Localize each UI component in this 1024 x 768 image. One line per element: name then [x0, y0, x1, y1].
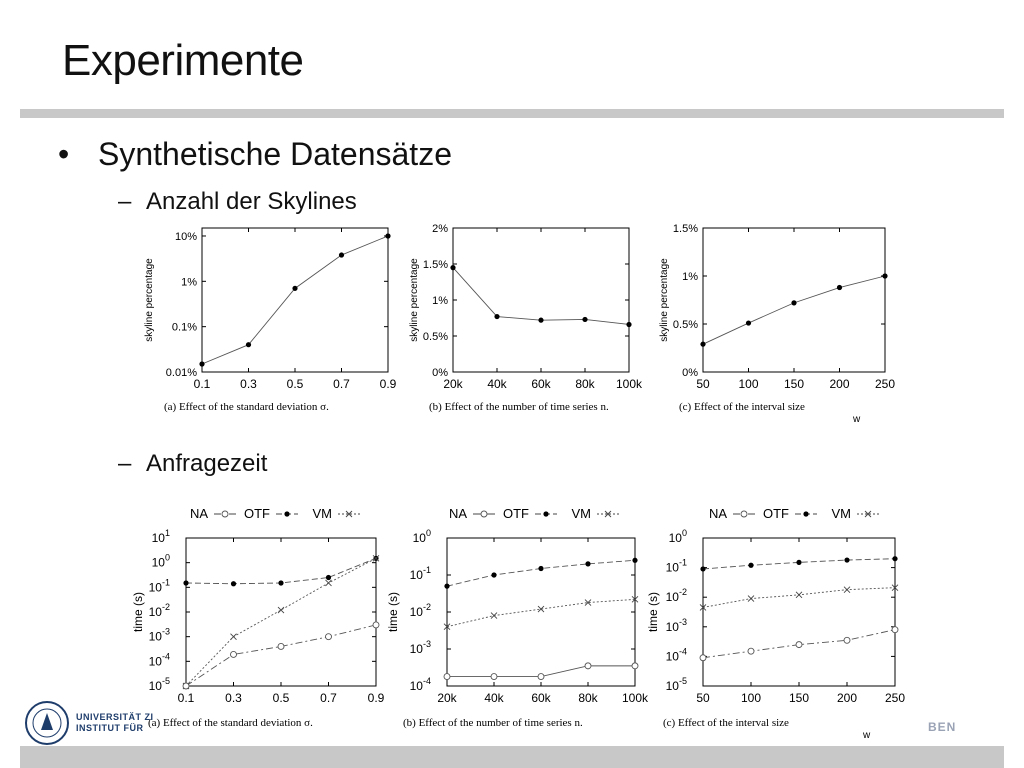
- y-tick-label: 1.5%: [422, 259, 448, 271]
- data-point: [326, 580, 332, 586]
- series-line: [447, 560, 635, 586]
- subbullet-dash: –: [118, 450, 132, 477]
- series-otf: [700, 556, 897, 571]
- data-point: [385, 233, 390, 238]
- legend-label: VM: [571, 506, 591, 521]
- x-tick-label: 50: [696, 377, 710, 391]
- data-point: [748, 563, 753, 568]
- y-tick-label: 0%: [432, 367, 448, 379]
- x-tick-label: 250: [884, 691, 906, 705]
- bullet-dot: •: [58, 136, 70, 172]
- subbullet-dash: –: [118, 188, 132, 215]
- data-point: [700, 655, 706, 661]
- legend-marker: [741, 511, 747, 517]
- legend-marker: [222, 511, 228, 517]
- chart-caption: (b) Effect of the number of time series n.: [403, 717, 583, 729]
- data-point: [326, 575, 331, 580]
- data-point: [231, 581, 236, 586]
- series-otf: [183, 556, 378, 587]
- plot-frame: [453, 228, 629, 372]
- subbullet-query-time: [118, 450, 267, 478]
- y-axis-label: skyline percentage: [144, 258, 155, 342]
- data-point: [700, 566, 705, 571]
- legend-label: NA: [708, 506, 727, 521]
- y-tick-label: $10^{-5}$: [665, 676, 687, 693]
- data-point: [892, 556, 897, 561]
- y-axis-label: skyline percentage: [409, 258, 420, 342]
- y-tick-label: $10^{-1}$: [409, 565, 431, 582]
- data-point: [632, 663, 638, 669]
- data-point: [491, 613, 497, 619]
- x-tick-label: 0.9: [379, 377, 397, 391]
- data-point: [748, 596, 754, 602]
- x-tick-label: 50: [696, 691, 710, 705]
- y-axis-label: time (s): [646, 592, 660, 632]
- data-point: [339, 252, 344, 257]
- data-point: [538, 674, 544, 680]
- slide-title: Experimente: [62, 36, 304, 85]
- y-tick-label: $10^{-4}$: [148, 651, 170, 669]
- series-line: [186, 625, 376, 686]
- x-tick-label: 0.5: [272, 691, 290, 705]
- data-point: [278, 643, 284, 649]
- legend-marker: [543, 511, 548, 516]
- x-tick-label: 150: [788, 691, 810, 705]
- plot-frame: [202, 228, 388, 372]
- x-tick-label: 80k: [575, 377, 595, 391]
- x-tick-label: 0.9: [367, 691, 385, 705]
- x-tick-label: 0.5: [286, 377, 304, 391]
- data-point: [326, 634, 332, 640]
- university-name: [76, 712, 154, 734]
- chart-query-time-std-dev: [130, 498, 400, 738]
- chart-skyline-interval-size: [645, 222, 905, 425]
- chart-caption: (b) Effect of the number of time series n.: [429, 401, 609, 413]
- y-tick-label: $10^{-4}$: [665, 646, 687, 664]
- footer-bar: [20, 746, 1004, 768]
- caption-suffix: w: [853, 414, 861, 425]
- y-tick-label: $10^{-2}$: [665, 587, 687, 605]
- x-tick-label: 0.7: [320, 691, 337, 705]
- x-tick-label: 60k: [531, 377, 551, 391]
- data-point: [882, 273, 887, 278]
- x-tick-label: 100k: [615, 377, 643, 391]
- x-tick-label: 100: [738, 377, 759, 391]
- x-tick-label: 200: [829, 377, 850, 391]
- y-axis-label: time (s): [131, 592, 145, 632]
- university-seal-icon: [24, 700, 70, 746]
- x-tick-label: 0.1: [177, 691, 195, 705]
- legend-label: OTF: [763, 506, 789, 521]
- legend-label: VM: [312, 506, 332, 521]
- y-tick-label: $10^{-2}$: [148, 602, 170, 619]
- data-point: [700, 342, 705, 347]
- y-tick-label: $10^{-3}$: [665, 616, 687, 634]
- chart-caption: (c) Effect of the interval size: [679, 401, 805, 413]
- chart-query-time-interval-size: [645, 498, 906, 741]
- y-tick-label: 0.01%: [165, 367, 197, 379]
- data-point: [373, 622, 379, 628]
- y-tick-label: $10^0$: [151, 552, 170, 570]
- chart-caption: (a) Effect of the standard deviation σ.: [148, 717, 313, 729]
- y-tick-label: 0.1%: [171, 321, 197, 334]
- data-point: [844, 637, 850, 643]
- university-name-line2: INSTITUT FÜR: [76, 723, 144, 733]
- y-tick-label: $10^{-5}$: [148, 676, 170, 693]
- y-tick-label: 2%: [432, 223, 448, 235]
- data-point: [796, 560, 801, 565]
- y-tick-label: $10^{-4}$: [409, 676, 431, 693]
- series-na: [700, 627, 898, 661]
- y-tick-label: 1%: [181, 276, 197, 289]
- series-line: [447, 599, 635, 626]
- data-point: [538, 318, 543, 323]
- y-tick-label: $10^{-1}$: [148, 577, 170, 595]
- y-axis-label: skyline percentage: [659, 258, 670, 342]
- data-point: [292, 286, 297, 291]
- y-tick-label: 0.5%: [672, 319, 698, 331]
- series-line: [703, 276, 885, 344]
- x-tick-label: 20k: [437, 691, 457, 705]
- data-point: [278, 607, 284, 613]
- x-tick-label: 100k: [621, 691, 649, 705]
- legend-marker: [803, 511, 808, 516]
- data-point: [892, 627, 898, 633]
- series-otf: [444, 558, 637, 589]
- y-tick-label: $10^0$: [412, 528, 431, 545]
- series-na: [183, 622, 379, 689]
- legend-label: OTF: [244, 506, 270, 521]
- x-tick-label: 0.3: [225, 691, 242, 705]
- bullet-text: Synthetische Datensätze: [98, 136, 452, 172]
- subbullet-text: Anzahl der Skylines: [146, 188, 357, 215]
- data-point: [582, 317, 587, 322]
- data-point: [632, 558, 637, 563]
- data-point: [444, 674, 450, 680]
- legend-label: NA: [448, 506, 467, 521]
- data-point: [231, 651, 237, 657]
- data-point: [746, 320, 751, 325]
- series-line: [703, 588, 895, 608]
- x-tick-label: 20k: [443, 377, 463, 391]
- chart-skyline-std-dev: [130, 222, 400, 422]
- data-point: [494, 314, 499, 319]
- university-name-line1: UNIVERSITÄT ZI: [76, 712, 154, 722]
- data-point: [748, 648, 754, 654]
- x-tick-label: 250: [874, 377, 896, 391]
- data-point: [585, 663, 591, 669]
- plot-frame: [186, 538, 376, 686]
- data-point: [626, 322, 631, 327]
- y-axis-label: time (s): [386, 592, 400, 632]
- chart-caption: (a) Effect of the standard deviation σ.: [164, 401, 329, 413]
- subbullet-skyline-count: [118, 188, 357, 216]
- x-tick-label: 40k: [484, 691, 504, 705]
- data-point: [199, 361, 204, 366]
- title-divider: [20, 109, 1004, 118]
- series-line: [202, 236, 388, 364]
- y-tick-label: 0.5%: [422, 331, 448, 343]
- chart-caption: (c) Effect of the interval size: [663, 717, 789, 729]
- y-tick-label: 1.5%: [672, 223, 698, 235]
- data-point: [538, 566, 543, 571]
- data-point: [844, 557, 849, 562]
- y-tick-label: 0%: [682, 367, 698, 379]
- y-tick-label: $10^{-3}$: [409, 639, 431, 656]
- series-vm: [700, 585, 898, 611]
- series-skyline: [199, 233, 390, 366]
- plot-frame: [703, 228, 885, 372]
- x-tick-label: 200: [836, 691, 858, 705]
- series-vm: [444, 596, 638, 629]
- series-line: [453, 268, 629, 325]
- series-line: [186, 558, 376, 583]
- subbullet-text: Anfragezeit: [146, 450, 268, 477]
- data-point: [796, 592, 802, 598]
- x-tick-label: 0.1: [193, 377, 211, 391]
- legend-marker: [284, 511, 289, 516]
- data-point: [183, 683, 189, 689]
- legend-label: VM: [831, 506, 851, 521]
- data-point: [278, 580, 283, 585]
- legend-marker: [481, 511, 487, 517]
- footer-label: BEN: [928, 720, 957, 734]
- x-tick-label: 0.7: [333, 377, 350, 391]
- data-point: [796, 642, 802, 648]
- x-tick-label: 80k: [578, 691, 598, 705]
- caption-suffix: w: [863, 730, 871, 741]
- chart-skyline-num-series: [395, 222, 655, 422]
- data-point: [444, 584, 449, 589]
- data-point: [246, 342, 251, 347]
- x-tick-label: 150: [783, 377, 805, 391]
- series-skyline: [700, 273, 887, 346]
- data-point: [231, 634, 237, 640]
- series-na: [444, 663, 638, 680]
- bullet-synthetic-datasets: [58, 136, 452, 173]
- legend-label: NA: [189, 506, 208, 521]
- x-tick-label: 40k: [487, 377, 507, 391]
- y-tick-label: $10^{-2}$: [409, 602, 431, 619]
- data-point: [791, 300, 796, 305]
- y-tick-label: $10^{-1}$: [665, 557, 687, 575]
- data-point: [183, 580, 188, 585]
- y-tick-label: $10^{-3}$: [148, 626, 170, 644]
- data-point: [450, 265, 455, 270]
- y-tick-label: 1%: [682, 271, 698, 283]
- x-tick-label: 60k: [531, 691, 551, 705]
- x-tick-label: 0.3: [240, 377, 257, 391]
- series-skyline: [450, 265, 631, 327]
- data-point: [491, 674, 497, 680]
- data-point: [491, 572, 496, 577]
- plot-frame: [447, 538, 635, 686]
- data-point: [585, 561, 590, 566]
- y-tick-label: 1%: [432, 295, 448, 307]
- x-tick-label: 100: [740, 691, 762, 705]
- y-tick-label: $10^1$: [151, 528, 170, 545]
- data-point: [844, 587, 850, 593]
- chart-query-time-num-series: [385, 498, 660, 738]
- y-tick-label: $10^0$: [668, 528, 687, 545]
- y-tick-label: 10%: [174, 230, 197, 243]
- data-point: [837, 285, 842, 290]
- legend-label: OTF: [503, 506, 529, 521]
